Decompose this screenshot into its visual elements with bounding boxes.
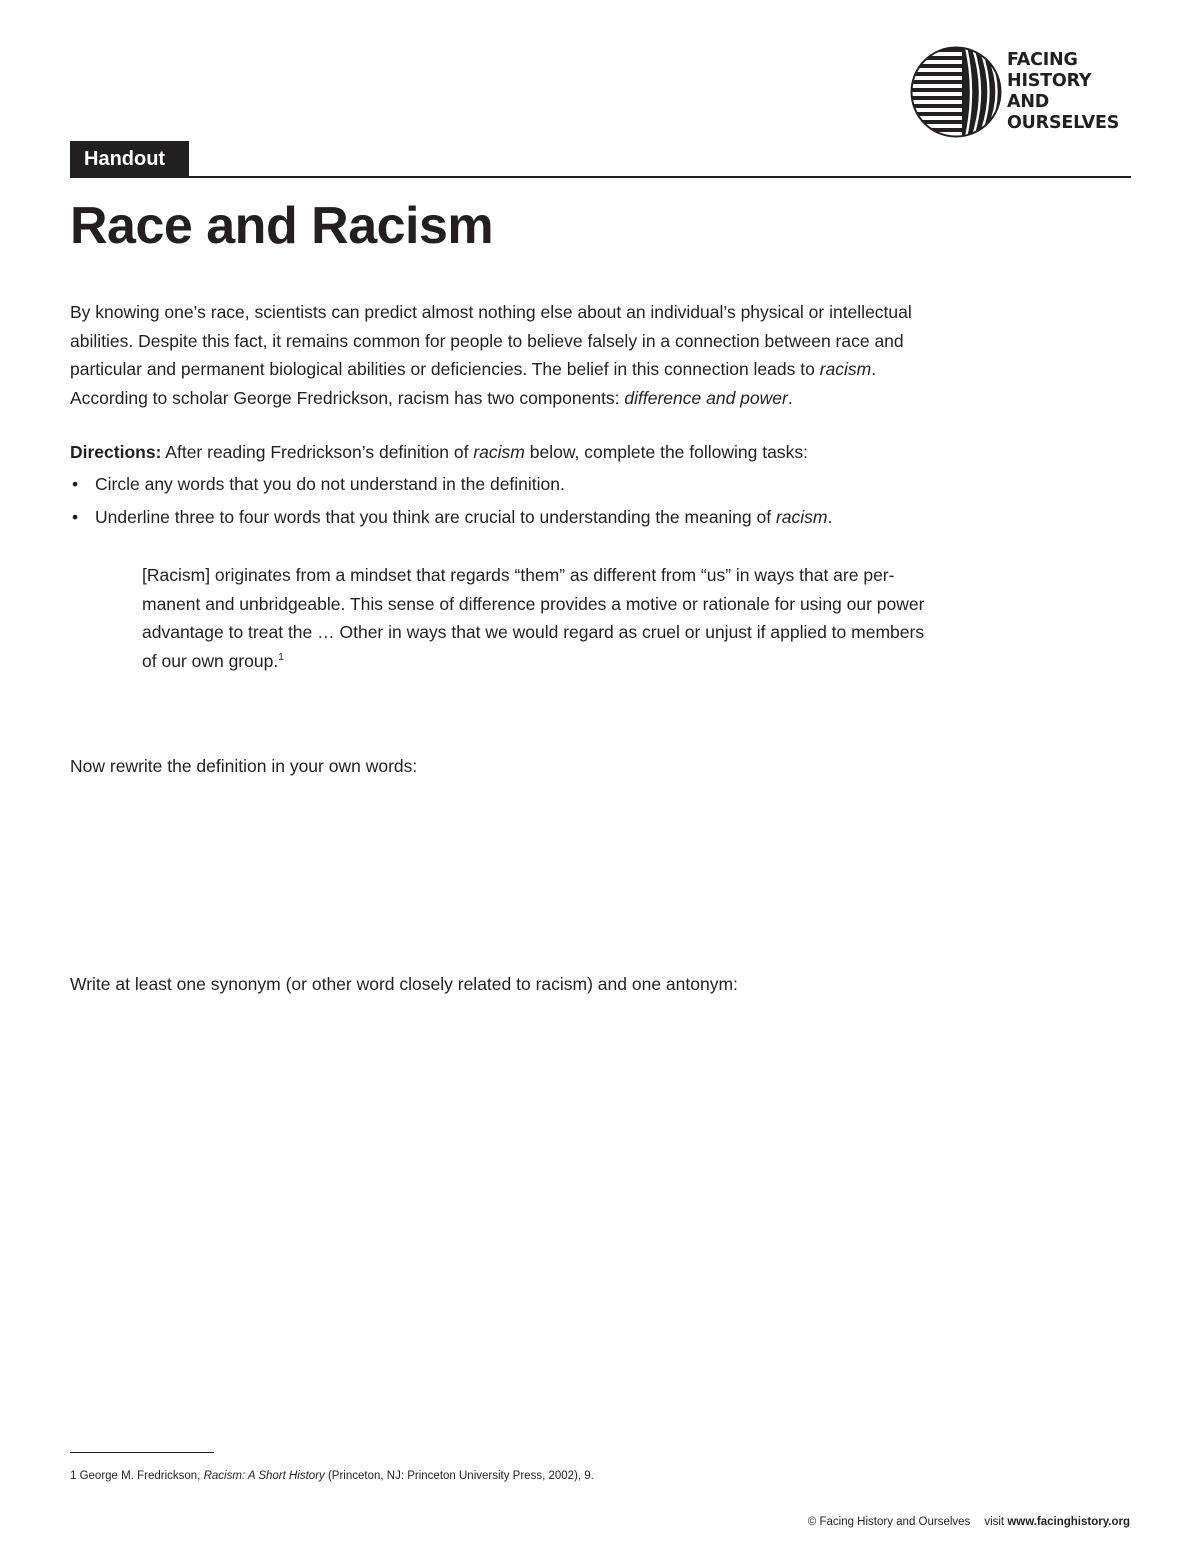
directions-emphasis: racism xyxy=(473,442,525,462)
task-list xyxy=(70,470,1070,535)
logo-line-4: OURSELVES xyxy=(1007,113,1120,133)
logo-line-1: FACING xyxy=(1007,50,1078,70)
quote-line-4 xyxy=(142,647,972,676)
header-rule xyxy=(70,176,1131,178)
intro-line-3-text: particular and permanent biological abilities or deficiencies. The belief in this connection leads to xyxy=(70,359,820,379)
intro-line-4-end: . xyxy=(787,387,793,408)
page-title: Race and Racism xyxy=(70,197,494,255)
directions xyxy=(70,438,1070,467)
quote-line-2: manent and unbridgeable. This sense of difference provides a motive or rationale for using our power xyxy=(142,593,925,614)
bullet-icon: • xyxy=(72,506,79,527)
footnote-lead: 1 George M. Fredrickson, xyxy=(70,1470,204,1482)
quote-line-1: [Racism] originates from a mindset that regards “them” as different from “us” in ways that are per- xyxy=(142,565,895,585)
intro-line-4-text: According to scholar George Fredrickson, racism has two components: xyxy=(70,387,625,408)
task-item-underline-emphasis: racism xyxy=(775,506,828,527)
bullet-icon: • xyxy=(72,474,79,494)
rewrite-prompt: Now rewrite the definition in your own words: xyxy=(70,756,418,776)
intro-line-3 xyxy=(70,355,970,384)
footnote xyxy=(70,1468,594,1484)
intro-line-4-emphasis: difference and power xyxy=(624,387,788,408)
footnote-reference: 1 xyxy=(278,651,284,663)
task-item-circle-text: Circle any words that you do not understand in the definition. xyxy=(95,474,565,494)
footer-visit: visit xyxy=(984,1516,1008,1528)
quote-line-3: advantage to treat the … Other in ways that we would regard as cruel or unjust if applied to members xyxy=(142,622,925,642)
intro-line-3-end: . xyxy=(871,359,877,379)
logo-line-3: AND xyxy=(1007,92,1050,112)
globe-striped-icon xyxy=(910,46,1002,138)
directions-line xyxy=(70,438,1070,467)
logo-line-2: HISTORY xyxy=(1007,71,1092,91)
directions-label: Directions: xyxy=(70,442,162,462)
intro-line-4 xyxy=(70,384,970,413)
intro-line-3-emphasis: racism xyxy=(819,359,872,379)
page-footer xyxy=(808,1514,1130,1530)
task-item-underline-end: . xyxy=(827,506,833,527)
definition-quote xyxy=(142,561,972,675)
intro-line-2: abilities. Despite this fact, it remains common for people to believe falsely in a connection between race and xyxy=(70,330,904,351)
footnote-book-title: Racism: A Short History xyxy=(203,1470,325,1482)
footer-copyright: © Facing History and Ourselves xyxy=(807,1516,971,1528)
task-item-underline-text: Underline three to four words that you think are crucial to understanding the meaning of xyxy=(95,506,776,527)
synonym-prompt: Write at least one synonym (or other word closely related to racism) and one antonym: xyxy=(70,974,738,994)
task-item-underline xyxy=(70,503,1070,532)
directions-text-1: After reading Fredrickson’s definition of xyxy=(161,442,474,462)
intro-line-1: By knowing one’s race, scientists can predict almost nothing else about an individual’s physical or intellectual xyxy=(70,302,912,322)
handout-tab: Handout xyxy=(70,141,189,177)
facing-history-logo xyxy=(910,46,1135,141)
task-item-circle xyxy=(70,470,1070,499)
footnote-rule xyxy=(70,1452,214,1453)
footer-url-link[interactable]: www.facinghistory.org xyxy=(1007,1516,1130,1528)
intro-paragraph xyxy=(70,298,970,412)
quote-line-4-text: of our own group. xyxy=(142,650,279,671)
logo-wordmark xyxy=(1007,50,1119,134)
directions-text-2: below, complete the following tasks: xyxy=(524,442,808,462)
footnote-rest: (Princeton, NJ: Princeton University Press, 2002), 9. xyxy=(324,1470,594,1482)
